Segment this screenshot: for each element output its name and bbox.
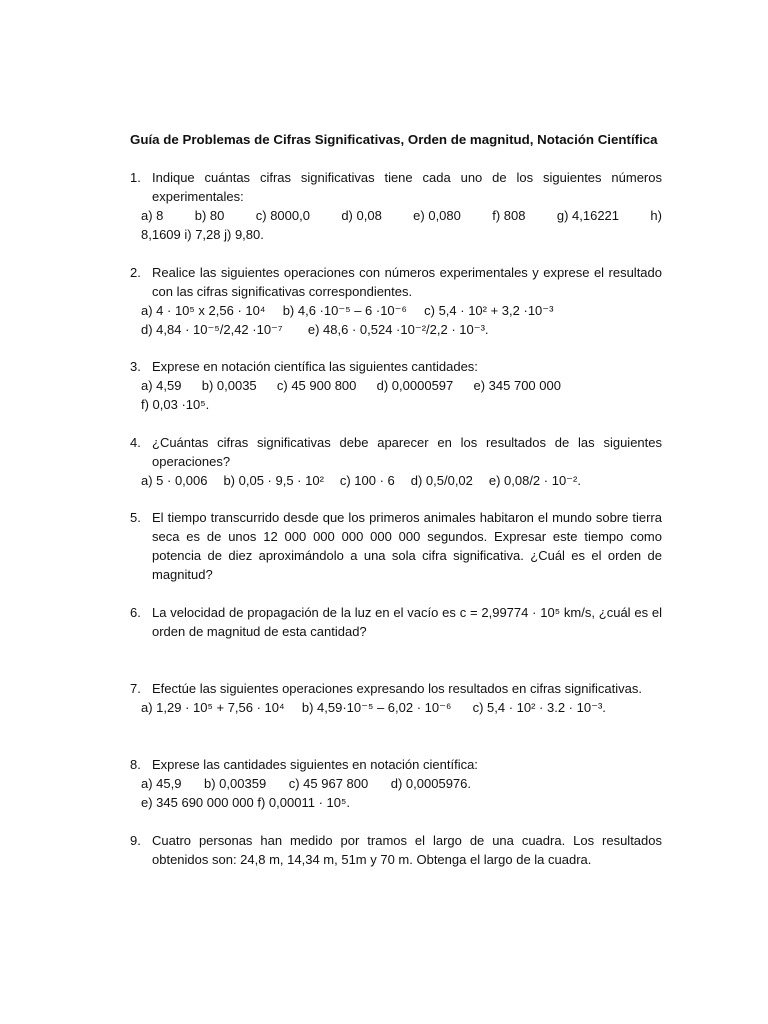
problem-statement xyxy=(130,168,662,206)
problem-text: ¿Cuántas cifras significativas debe aparecer en los resultados de las siguientes operaciones? xyxy=(152,435,662,469)
option-a: a) 4,59 xyxy=(141,378,182,393)
options-line: e) 345 690 000 000 f) 0,00011 · 10⁵. xyxy=(141,795,350,810)
problem-5 xyxy=(130,508,662,584)
problem-text: El tiempo transcurrido desde que los primeros animales habitaron el mundo sobre tierra seca es de unos 12 000 000 000 000 000 segundos. Expresar este tiempo como potencia de diez aproximándolo a una sola cifra significativa. ¿Cuál es el orden de magnitud? xyxy=(152,510,662,582)
options-line xyxy=(141,698,662,717)
option-d: d) 0,0005976. xyxy=(390,776,471,791)
problem-text: Exprese en notación científica las siguientes cantidades: xyxy=(152,359,478,374)
expression-d: d) 4,84 · 10⁻⁵/2,42 ·10⁻⁷ xyxy=(141,322,283,337)
problem-text: Realice las siguientes operaciones con números experimentales y exprese el resultado con las cifras significativas correspondientes. xyxy=(152,265,662,299)
problem-statement xyxy=(130,831,662,869)
problem-number: 7. xyxy=(130,681,141,696)
problem-number: 5. xyxy=(130,510,141,525)
problem-text: La velocidad de propagación de la luz en el vacío es c = 2,99774 · 10⁵ km/s, ¿cuál es el orden de magnitud de esta cantidad? xyxy=(152,605,662,639)
problem-6 xyxy=(130,603,662,641)
option-b: b) 0,0035 xyxy=(201,378,257,393)
problem-statement xyxy=(130,679,662,698)
option-b: b) 80 xyxy=(194,208,225,223)
problem-statement xyxy=(130,508,662,584)
problem-statement xyxy=(130,357,662,376)
problem-text: Cuatro personas han medido por tramos el largo de una cuadra. Los resultados obtenidos son: 24,8 m, 14,34 m, 51m y 70 m. Obtenga el largo de la cuadra. xyxy=(152,833,662,867)
problem-number: 2. xyxy=(130,265,141,280)
options-line: 8,1609 i) 7,28 j) 9,80. xyxy=(141,227,264,242)
option-g: g) 4,16221 xyxy=(556,208,620,223)
option-a: a) 45,9 xyxy=(141,776,182,791)
problem-3 xyxy=(130,357,662,414)
option-b: b) 0,00359 xyxy=(204,776,267,791)
options-line xyxy=(141,320,662,339)
option-c: c) 5,4 · 10² · 3.2 · 10⁻³. xyxy=(472,700,606,715)
problem-options xyxy=(130,376,662,414)
problem-text: Efectúe las siguientes operaciones expresando los resultados en cifras significativas. xyxy=(152,681,642,696)
option-e: e) 0,080 xyxy=(413,208,461,223)
page-title: Guía de Problemas de Cifras Significativas, Orden de magnitud, Notación Científica xyxy=(130,132,658,147)
option-b: b) 4,59·10⁻⁵ – 6,02 · 10⁻⁶ xyxy=(301,700,452,715)
options-line xyxy=(141,471,581,490)
problem-9 xyxy=(130,831,662,869)
option-a: a) 1,29 · 10⁵ + 7,56 · 10⁴ xyxy=(141,700,285,715)
option-f: f) 808 xyxy=(492,208,526,223)
problem-number: 6. xyxy=(130,605,141,620)
expression-e: e) 48,6 · 0,524 ·10⁻²/2,2 · 10⁻³. xyxy=(307,322,489,337)
problem-number: 1. xyxy=(130,170,141,185)
option-d: d) 0,0000597 xyxy=(376,378,454,393)
problem-options xyxy=(130,774,662,812)
option-c: c) 100 · 6 xyxy=(339,473,395,488)
option-d: d) 0,5/0,02 xyxy=(410,473,473,488)
expression-c: c) 5,4 · 10² + 3,2 ·10⁻³ xyxy=(424,303,554,318)
option-a: a) 5 · 0,006 xyxy=(141,473,208,488)
options-line xyxy=(141,774,471,793)
problem-number: 3. xyxy=(130,359,141,374)
problem-options xyxy=(130,471,662,490)
problem-number: 9. xyxy=(130,833,141,848)
problem-text: Indique cuántas cifras significativas tiene cada uno de los siguientes números experimentales: xyxy=(152,170,662,204)
problem-2 xyxy=(130,263,662,339)
option-d: d) 0,08 xyxy=(341,208,382,223)
option-c: c) 8000,0 xyxy=(255,208,310,223)
option-a: a) 8 xyxy=(141,208,164,223)
options-line xyxy=(141,376,561,395)
options-line xyxy=(141,206,662,225)
option-c: c) 45 967 800 xyxy=(288,776,369,791)
problem-number: 4. xyxy=(130,435,141,450)
options-line xyxy=(141,301,662,320)
option-e: e) 0,08/2 · 10⁻². xyxy=(488,473,581,488)
option-c: c) 45 900 800 xyxy=(276,378,357,393)
problem-4 xyxy=(130,433,662,490)
option-h: h) xyxy=(650,208,662,223)
problem-1 xyxy=(130,168,662,244)
options-line: f) 0,03 ·10⁵. xyxy=(141,397,210,412)
expression-a: a) 4 · 10⁵ x 2,56 · 10⁴ xyxy=(141,303,266,318)
problem-options xyxy=(130,206,662,244)
problem-statement xyxy=(130,755,662,774)
option-b: b) 0,05 · 9,5 · 10² xyxy=(223,473,324,488)
problem-statement xyxy=(130,433,662,471)
problem-8 xyxy=(130,755,662,812)
problem-statement xyxy=(130,263,662,301)
problem-text: Exprese las cantidades siguientes en notación científica: xyxy=(152,757,478,772)
expression-b: b) 4,6 ·10⁻⁵ – 6 ·10⁻⁶ xyxy=(282,303,407,318)
option-e: e) 345 700 000 xyxy=(473,378,561,393)
problem-7 xyxy=(130,679,662,717)
problem-options xyxy=(130,301,662,339)
problem-number: 8. xyxy=(130,757,141,772)
problem-statement xyxy=(130,603,662,641)
problem-options xyxy=(130,698,662,717)
